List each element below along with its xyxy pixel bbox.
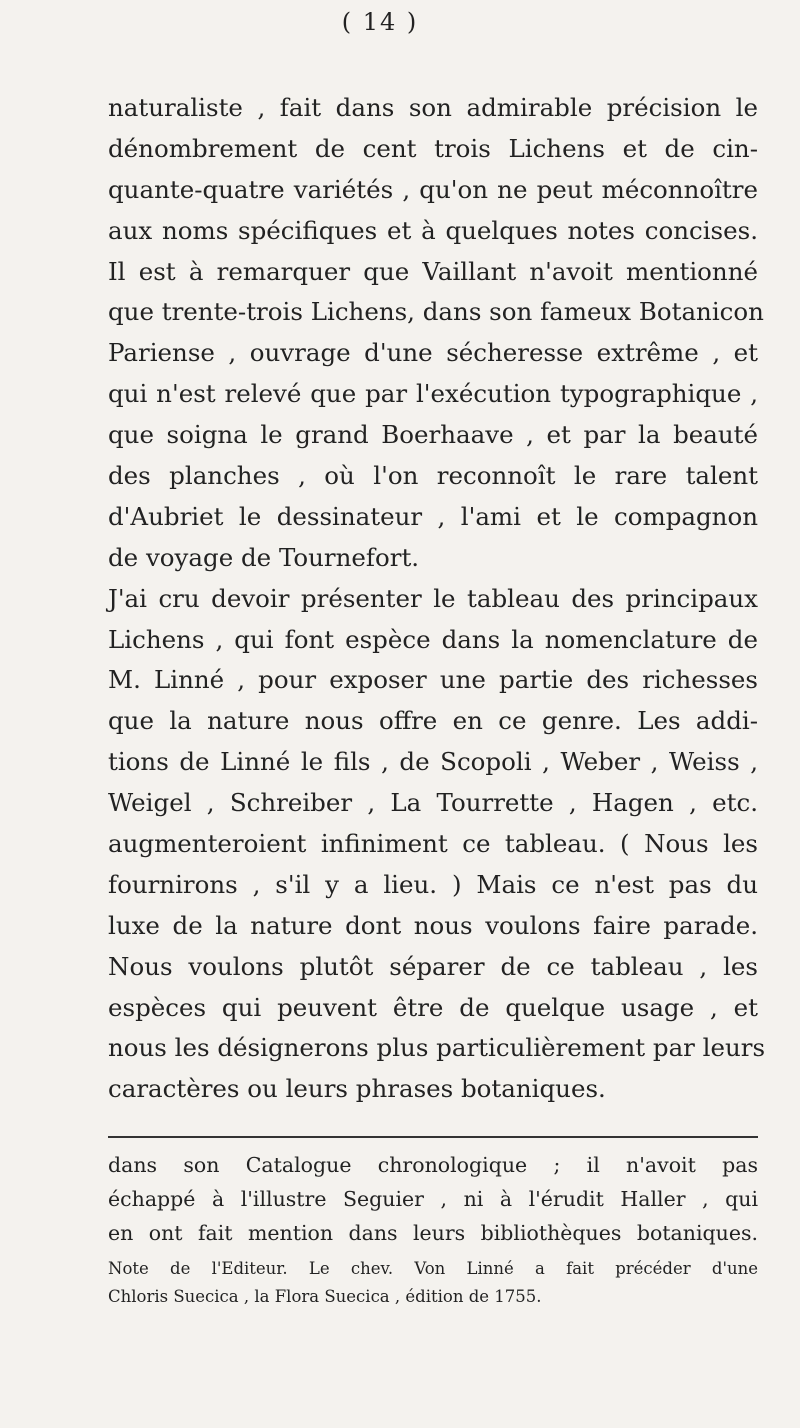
text-line: de voyage de Tournefort. bbox=[108, 542, 420, 572]
text-line: fournirons , s'il y a lieu. ) Mais ce n'est pas du bbox=[108, 869, 758, 899]
text-line: M. Linné , pour exposer une partie des richesses bbox=[108, 665, 758, 695]
editor-note-line: Chloris Suecica , la Flora Suecica , édition de 1755. bbox=[108, 1287, 542, 1306]
text-line: des planches , où l'on reconnoît le rare talent bbox=[108, 461, 758, 491]
editor-note-line: Note de l'Editeur. Le chev. Von Linné a fait précéder d'une bbox=[108, 1259, 758, 1278]
text-line: que la nature nous offre en ce genre. Les addi- bbox=[108, 706, 758, 736]
text-line: que soigna le grand Boerhaave , et par la beauté bbox=[108, 420, 758, 450]
text-line: Il est à remarquer que Vaillant n'avoit mentionné bbox=[108, 256, 758, 286]
footnote-line: dans son Catalogue chronologique ; il n'avoit pas bbox=[108, 1153, 758, 1177]
text-line: caractères ou leurs phrases botaniques. bbox=[108, 1074, 606, 1104]
text-line: augmenteroient infiniment ce tableau. ( Nous les bbox=[108, 829, 758, 859]
footnote-divider bbox=[108, 1136, 758, 1138]
text-line: que trente-trois Lichens, dans son fameux Botanicon bbox=[108, 297, 764, 327]
text-line: nous les désignerons plus particulièrement par leurs bbox=[108, 1033, 766, 1063]
text-line: Weigel , Schreiber , La Tourrette , Hagen , etc. bbox=[108, 788, 758, 818]
text-line: aux noms spécifiques et à quelques notes concises. bbox=[108, 215, 758, 245]
text-line: dénombrement de cent trois Lichens et de cin- bbox=[108, 133, 758, 163]
text-line: J'ai cru devoir présenter le tableau des principaux bbox=[108, 583, 758, 613]
text-line: quante-quatre variétés , qu'on ne peut méconnoître bbox=[108, 174, 758, 204]
editor-note bbox=[108, 1255, 758, 1311]
text-line: espèces qui peuvent être de quelque usage , et bbox=[108, 992, 758, 1022]
page-number: ( 14 ) bbox=[341, 8, 419, 36]
text-line: naturaliste , fait dans son admirable précision le bbox=[108, 93, 758, 122]
footnote bbox=[108, 1148, 758, 1250]
text-line: Pariense , ouvrage d'une sécheresse extrême , et bbox=[108, 338, 758, 368]
text-line: luxe de la nature dont nous voulons faire parade. bbox=[108, 910, 758, 940]
footnote-line: en ont fait mention dans leurs bibliothèques botaniques. bbox=[108, 1221, 758, 1245]
text-line: Lichens , qui font espèce dans la nomenclature de bbox=[108, 624, 758, 654]
text-line: qui n'est relevé que par l'exécution typographique , bbox=[108, 379, 758, 409]
text-line: d'Aubriet le dessinateur , l'ami et le compagnon bbox=[108, 501, 758, 531]
footnote-line: échappé à l'illustre Seguier , ni à l'érudit Haller , qui bbox=[108, 1187, 758, 1211]
text-line: Nous voulons plutôt séparer de ce tableau , les bbox=[108, 951, 758, 981]
main-text bbox=[108, 88, 766, 1110]
text-line: tions de Linné le fils , de Scopoli , Weber , Weiss , bbox=[108, 747, 758, 777]
